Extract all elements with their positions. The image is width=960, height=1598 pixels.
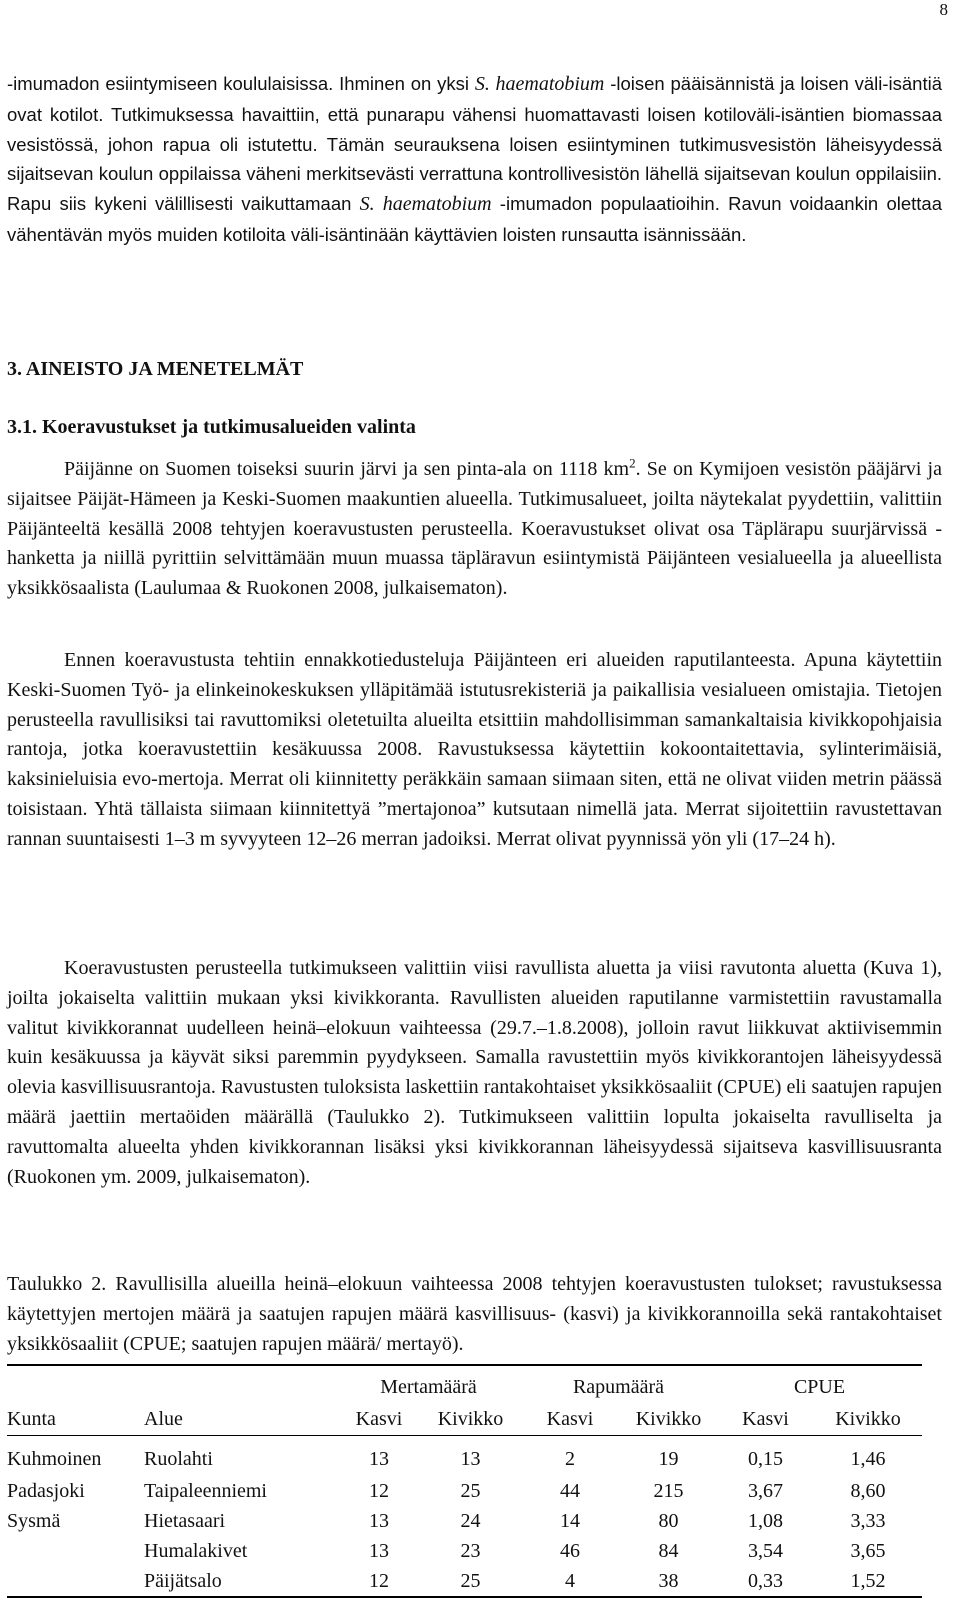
table-cell: 24 bbox=[460, 1509, 481, 1532]
table-header-row bbox=[7, 1404, 922, 1436]
intro-text-3: -imumadon populaatioihin. Ravun voidaankin olettaa vähentävän myös muiden kotiloita väli-isäntinään käyttävien loisten runsautta isännissään. bbox=[7, 193, 942, 245]
column-header: Kasvi bbox=[717, 1404, 814, 1436]
section-heading: 3. AINEISTO JA MENETELMÄT bbox=[7, 358, 304, 380]
group-header: CPUE bbox=[717, 1365, 922, 1404]
table-cell: Sysmä bbox=[7, 1509, 61, 1532]
table-row bbox=[7, 1566, 922, 1597]
paragraph-1 bbox=[7, 455, 942, 604]
paragraph-2: Ennen koeravustusta tehtiin ennakkotiedusteluja Päijänteen eri alueiden raputilanteesta. Apuna käytettiin Keski-Suomen Työ- ja elinkeinokeskuksen ylläpitämää istutusrekisteriä ja paikallisia vesialueen omistajia. Tietojen perusteella ravullisiksi tai ravuttomiksi oletetuilta alueilta etsittiin mahdollisimman samankaltaisia kivikkopohjaisia rantoja, jotka koeravustettiin kesäkuussa 2008. Ravustuksessa käytettiin kokoontaitettavia, sylinterimäisiä, kaksinieluisia evo-mertoja. Merrat oli kiinnitetty peräkkäin samaan siimaan siten, että ne olivat viiden metrin päässä toisistaan. Yhtä tällaista siimaan kiinnitettyä ”mertajonoa” kutsutaan nimellä jata. Merrat sijoitettiin ravustettavan rannan suuntaisesti 1–3 m syvyyteen 12–26 merran jadoiksi. Merrat olivat pyynnissä yön yli (17–24 h). bbox=[7, 649, 942, 850]
table-row bbox=[7, 1476, 922, 1506]
table-cell: 13 bbox=[369, 1447, 389, 1470]
intro-text-2: -loisen pääisännistä ja loisen väli-isäntiä ovat kotilot. Tutkimuksessa havaittiin, että punarapu vähensi huomattavasti loisen kotiloväli-isäntien biomassaa vesistössä, johon rapua oli istutettu. Tämän seurauksena loisen esiintyminen tutkimusvesistön läheisyydessä sijaitsevan koulun oppilaissa väheni merkitsevästi verrattuna kontrollivesistön lähellä sijaitsevan koulun oppilaisiin. Rapu siis kykeni välillisesti vaikuttamaan bbox=[7, 73, 942, 215]
page-number: 8 bbox=[939, 0, 948, 19]
table-cell: Hietasaari bbox=[144, 1509, 226, 1532]
table-cell: 38 bbox=[620, 1566, 717, 1597]
table-cell: Padasjoki bbox=[7, 1479, 85, 1502]
species-name: S. haematobium bbox=[474, 73, 605, 95]
group-header: Mertamäärä bbox=[337, 1365, 520, 1404]
table-cell: 13 bbox=[460, 1447, 481, 1470]
table-cell: Kuhmoinen bbox=[7, 1447, 102, 1470]
column-header: Alue bbox=[144, 1404, 337, 1436]
group-header: Rapumäärä bbox=[520, 1365, 717, 1404]
table-cell: 12 bbox=[337, 1566, 421, 1597]
column-header: Kunta bbox=[7, 1404, 144, 1436]
table-row bbox=[7, 1506, 922, 1536]
results-table bbox=[7, 1364, 922, 1598]
table-cell: 19 bbox=[658, 1447, 679, 1470]
table-cell: 3,33 bbox=[850, 1509, 886, 1532]
table-cell: 8,60 bbox=[850, 1479, 886, 1502]
table-cell: 13 bbox=[369, 1539, 389, 1562]
table-cell: 2 bbox=[565, 1447, 575, 1470]
table-cell: Humalakivet bbox=[144, 1539, 248, 1562]
table-cell: 25 bbox=[460, 1479, 481, 1502]
table-cell: 46 bbox=[560, 1539, 580, 1562]
table-row bbox=[7, 1536, 922, 1566]
table-cell: 0,33 bbox=[717, 1566, 814, 1597]
table-cell: 3,65 bbox=[850, 1539, 886, 1562]
table-cell: 44 bbox=[560, 1479, 580, 1502]
table-cell: 80 bbox=[658, 1509, 679, 1532]
table-cell: 0,15 bbox=[748, 1447, 783, 1470]
paragraph-1-text-a: Päijänne on Suomen toiseksi suurin järvi ja sen pinta-ala on 1118 km bbox=[64, 458, 630, 480]
table-cell bbox=[7, 1566, 144, 1597]
table-cell bbox=[7, 1536, 144, 1566]
table-cell: 23 bbox=[460, 1539, 481, 1562]
table-cell: 4 bbox=[520, 1566, 620, 1597]
table-cell: Taipaleenniemi bbox=[144, 1479, 267, 1502]
column-header: Kasvi bbox=[520, 1404, 620, 1436]
column-header: Kivikko bbox=[421, 1404, 520, 1436]
table-cell: 215 bbox=[653, 1479, 684, 1502]
table-cell: 3,67 bbox=[748, 1479, 783, 1502]
table-cell: 25 bbox=[421, 1566, 520, 1597]
paragraph-1-text-b: . Se on Kymijoen vesistön pääjärvi ja sijaitsee Päijät-Hämeen ja Keski-Suomen maakuntien alueella. Tutkimusalueet, joilta näytekalat pyydettiin, valittiin Päijänteeltä kesällä 2008 tehtyjen koeravustusten perusteella. Koeravustukset olivat osa Täplärapu suurjärvissä -hanketta ja niillä pyrittiin selvittämään muun muassa täpläravun esiintymistä Päijänteen vesialueella ja alueellista yksikkösaalista (Laulumaa & Ruokonen 2008, julkaisematon). bbox=[7, 458, 942, 600]
table-cell: Päijätsalo bbox=[144, 1566, 337, 1597]
table-cell: 1,46 bbox=[850, 1447, 886, 1470]
column-header: Kivikko bbox=[620, 1404, 717, 1436]
table-cell: 14 bbox=[560, 1509, 580, 1532]
column-header: Kivikko bbox=[814, 1404, 922, 1436]
table-cell: 84 bbox=[658, 1539, 679, 1562]
table-cell: Ruolahti bbox=[144, 1447, 213, 1470]
table-row bbox=[7, 1436, 922, 1477]
table-group-header-row bbox=[7, 1365, 922, 1404]
table-cell: 1,52 bbox=[814, 1566, 922, 1597]
table-caption: Taulukko 2. Ravullisilla alueilla heinä–elokuun vaihteessa 2008 tehtyjen koeravustusten tulokset; ravustuksessa käytettyjen mertojen määrä ja saatujen rapujen määrä kasvillisuus- (kasvi) ja kivikkorannoilla sekä rantakohtaiset yksikkösaaliit (CPUE; saatujen rapujen määrä/ mertayö). bbox=[7, 1273, 942, 1355]
species-name: S. haematobium bbox=[359, 193, 492, 216]
subsection-heading: 3.1. Koeravustukset ja tutkimusalueiden valinta bbox=[7, 416, 416, 438]
intro-text-1: -imumadon esiintymiseen koululaisissa. Ihminen on yksi bbox=[7, 73, 475, 94]
table-cell: 1,08 bbox=[748, 1509, 783, 1532]
table-cell: 3,54 bbox=[748, 1539, 783, 1562]
intro-paragraph bbox=[7, 69, 942, 250]
superscript: 2 bbox=[629, 455, 636, 471]
table-cell: 13 bbox=[369, 1509, 389, 1532]
paragraph-3: Koeravustusten perusteella tutkimukseen valittiin viisi ravullista aluetta ja viisi ravutonta aluetta (Kuva 1), joilta jokaiselta valittiin mukaan yksi kivikkoranta. Ravullisten alueiden raputilanne varmistettiin ravustamalla valitut kivikkorannat uudelleen heinä–elokuun vaihteessa (29.7.–1.8.2008), jolloin ravut liikkuvat aktiivisemmin kuin kesäkuussa ja käyvät siksi paremmin pyydykseen. Samalla ravustettiin myös kivikkorantojen läheisyydessä olevia kasvillisuusrantoja. Ravustusten tuloksista laskettiin rantakohtaiset yksikkösaaliit (CPUE) eli saatujen rapujen määrä jaettiin mertaöiden määrällä (Taulukko 2). Tutkimukseen valittiin lopulta jokaiselta ravulliselta ja ravuttomalta alueelta yhden kivikkorannan lisäksi yksi kivikkorannan läheisyydessä sijaitseva kasvillisuusranta (Ruokonen ym. 2009, julkaisematon). bbox=[7, 957, 942, 1188]
table-cell: 12 bbox=[369, 1479, 389, 1502]
column-header: Kasvi bbox=[337, 1404, 421, 1436]
